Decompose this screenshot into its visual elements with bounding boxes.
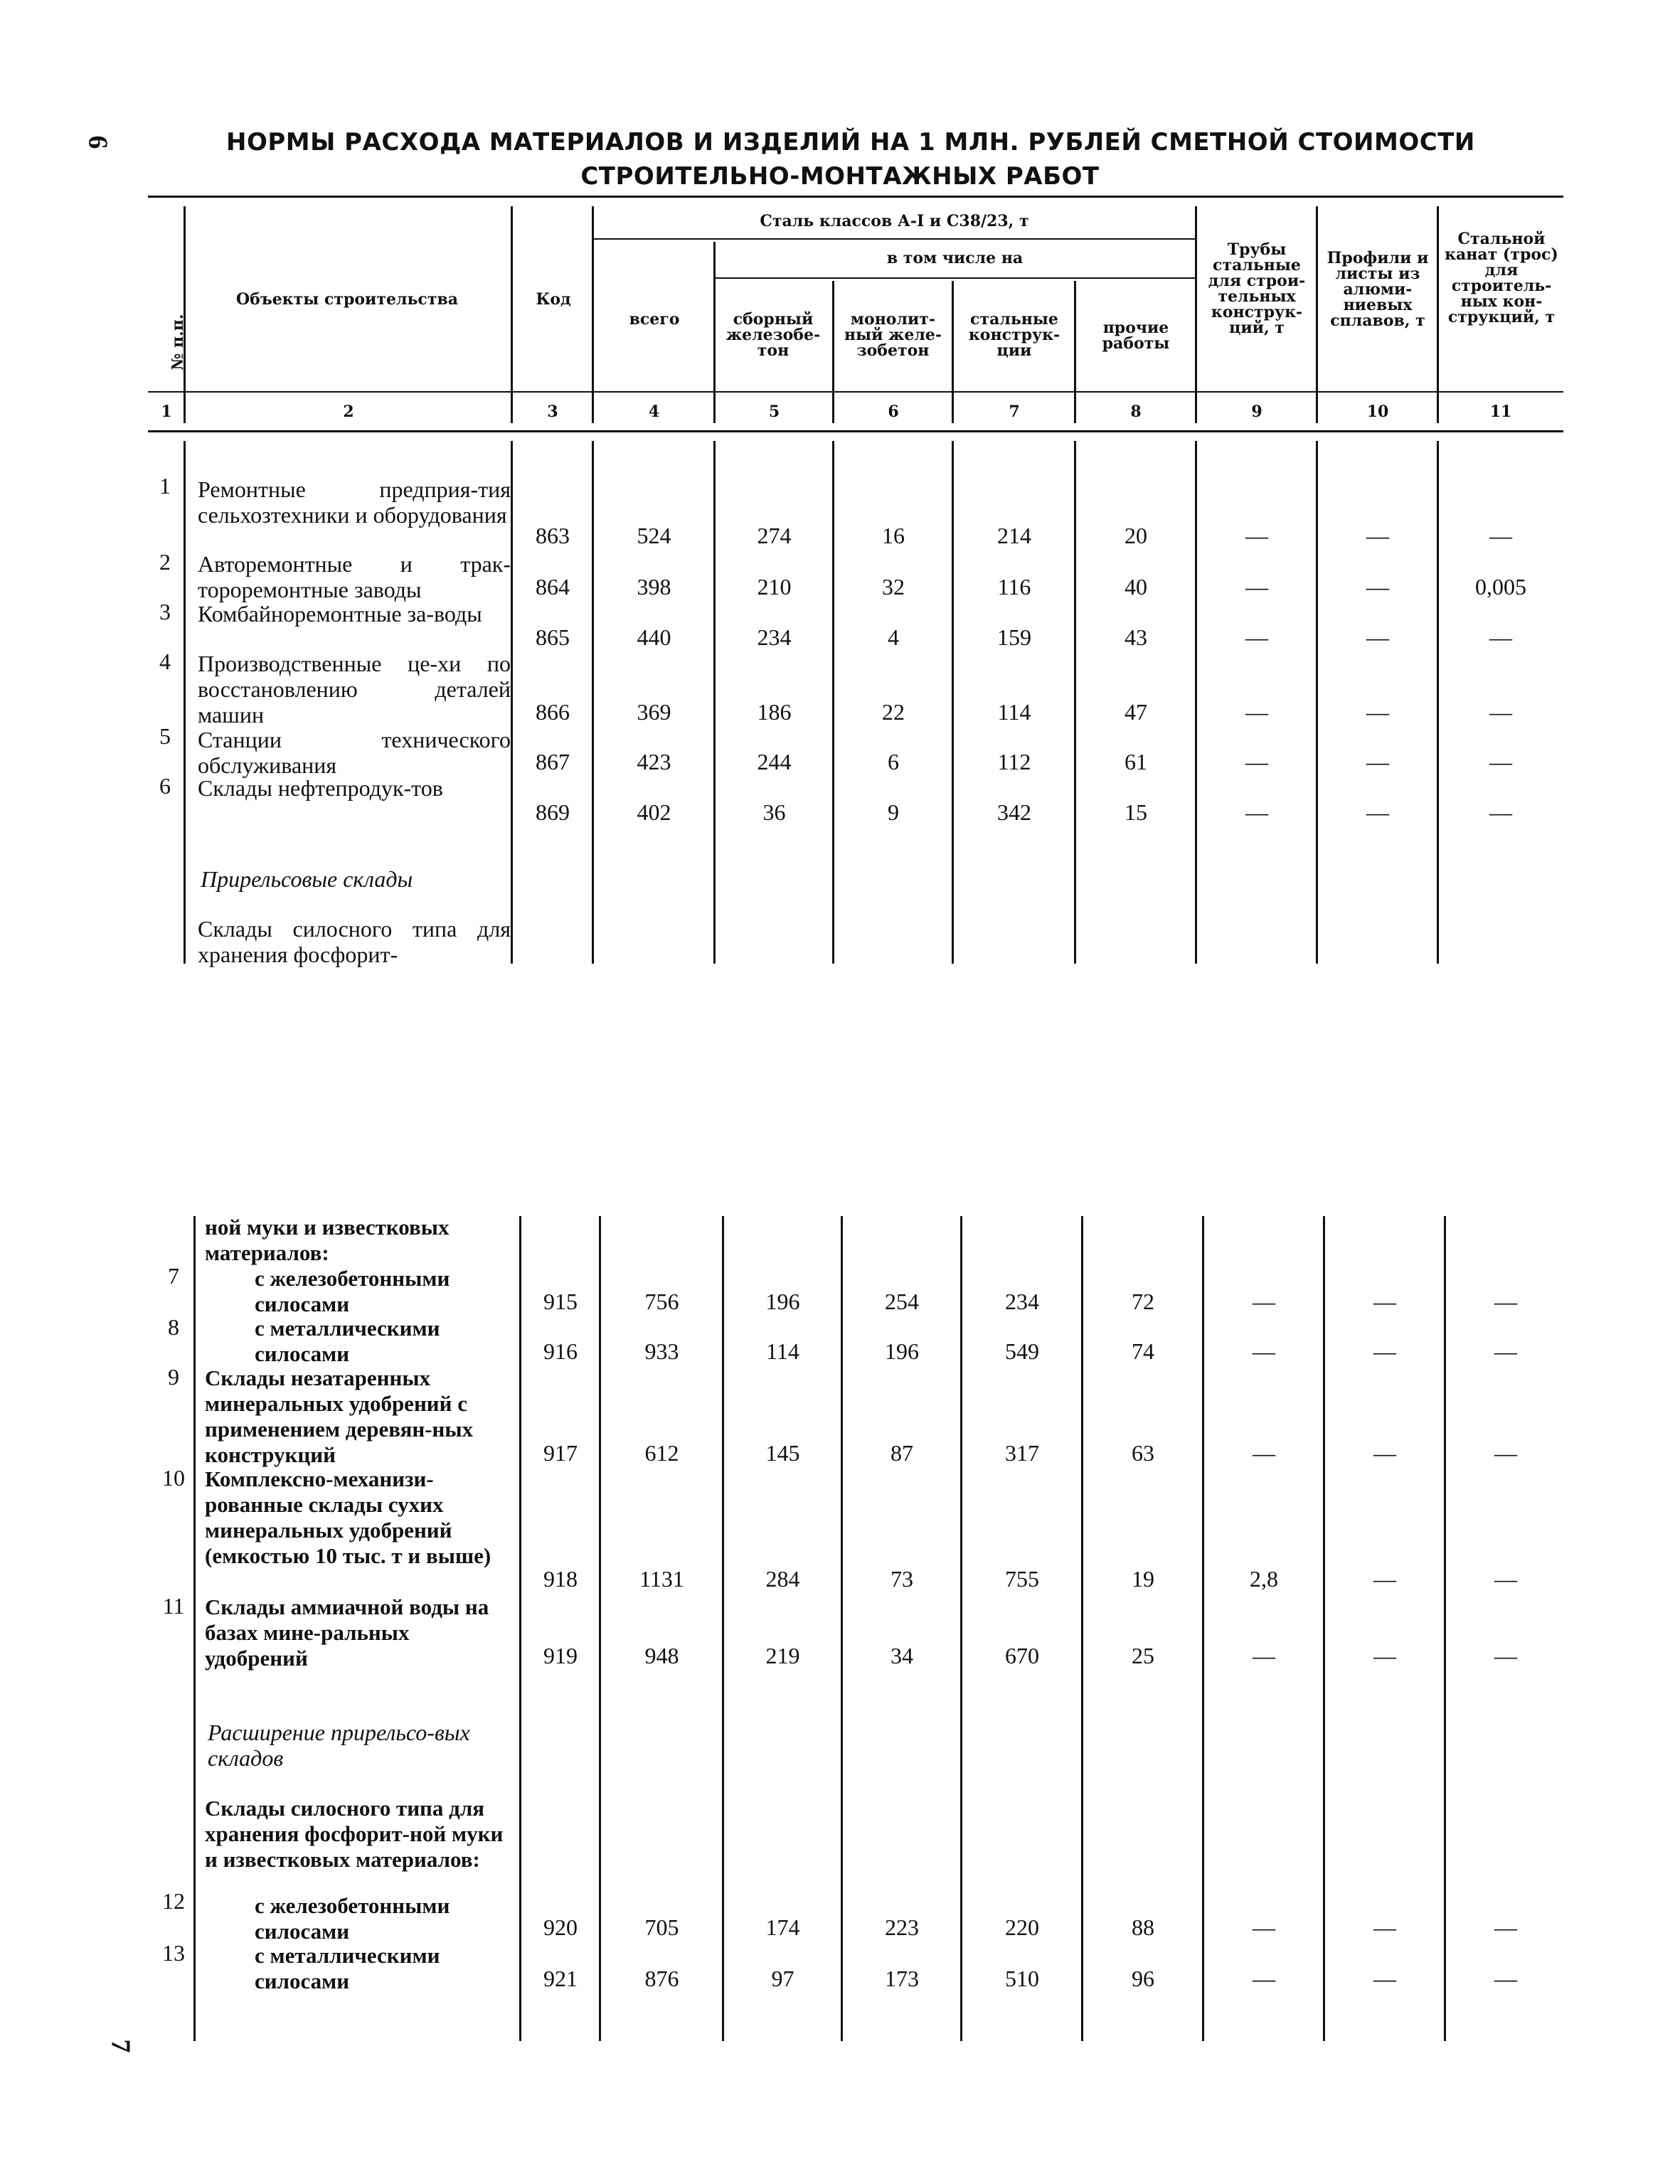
cell-total: 402 — [637, 799, 671, 825]
section-intro: Склады силосного типа для хранения фосфорит- — [198, 916, 511, 967]
row-number: 7 — [168, 1263, 179, 1289]
header-monolith: монолит-ный желе-зобетон — [844, 310, 942, 360]
header-total: всего — [629, 310, 680, 329]
cell-pipes: — — [1245, 574, 1268, 600]
cell-steel: 114 — [997, 699, 1031, 725]
page-title-line1: НОРМЫ РАСХОДА МАТЕРИАЛОВ И ИЗДЕЛИЙ НА 1 МЛН. РУБЛЕЙ СМЕТНОЙ СТОИМОСТИ — [226, 128, 1475, 156]
row-number: 9 — [168, 1364, 179, 1390]
col-number: 5 — [768, 403, 780, 421]
cell-monolith: 9 — [888, 799, 899, 825]
cell-monolith: 73 — [890, 1566, 913, 1592]
section-title: Прирельсовые склады — [201, 866, 413, 892]
row-number: 3 — [159, 599, 171, 624]
cell-code: 863 — [536, 523, 570, 548]
header-code: Код — [536, 290, 571, 309]
cell-other: 61 — [1125, 749, 1147, 774]
cell-steel: 220 — [1005, 1914, 1039, 1940]
cell-other: 63 — [1132, 1440, 1154, 1466]
cell-precast: 244 — [757, 749, 792, 774]
header-incl: в том числе на — [886, 249, 1024, 267]
header-other: прочие работы — [1102, 319, 1170, 353]
cell-other: 88 — [1132, 1914, 1154, 1940]
row-name: Склады аммиачной воды на базах мине-ральных удобрений — [205, 1594, 489, 1671]
cell-code: 915 — [543, 1289, 578, 1314]
header-rope: Стальной канат (трос) для строитель-ных кон-струкций, т — [1445, 230, 1558, 326]
header-pipes: Трубы стальные для строи-тельных конструк-ций, т — [1208, 240, 1306, 337]
cell-monolith: 34 — [890, 1643, 913, 1668]
row-name: с железобетонными силосами — [255, 1893, 450, 1944]
cell-pipes: — — [1245, 749, 1268, 774]
header-aluminium: Профили и листы из алюми-ниевых сплавов, т — [1327, 249, 1429, 330]
section-title: Расширение прирельсо-вых складов — [208, 1720, 470, 1771]
header-steel-struct: стальные конструк-ции — [968, 310, 1060, 360]
cell-alum: — — [1366, 624, 1389, 650]
cell-rope: — — [1494, 1643, 1517, 1668]
row-number: 13 — [162, 1940, 185, 1966]
cell-total: 876 — [644, 1966, 679, 1991]
row-name: Комплексно-механизи-рованные склады сухих минеральных удобрений (емкостью 10 тыс. т и выше) — [205, 1466, 491, 1568]
cell-code: 918 — [543, 1566, 578, 1592]
cell-precast: 196 — [765, 1289, 800, 1314]
cell-code: 864 — [536, 574, 570, 600]
cell-alum: — — [1373, 1566, 1396, 1592]
cell-steel: 214 — [997, 523, 1031, 548]
cell-steel: 342 — [997, 799, 1031, 825]
cell-precast: 186 — [757, 699, 792, 725]
row-name: Склады нефтепродук-тов — [198, 775, 443, 801]
cell-monolith: 223 — [885, 1914, 919, 1940]
cell-total: 423 — [637, 749, 671, 774]
cell-monolith: 173 — [885, 1966, 919, 1991]
cell-alum: — — [1366, 749, 1389, 774]
cell-pipes: — — [1253, 1440, 1275, 1466]
cell-precast: 36 — [762, 799, 786, 825]
cell-pipes: — — [1245, 523, 1268, 548]
cell-monolith: 4 — [888, 624, 899, 650]
cell-rope: — — [1489, 624, 1512, 650]
cell-alum: — — [1366, 574, 1389, 600]
cell-precast: 284 — [765, 1566, 800, 1592]
row-name: с железобетонными силосами — [255, 1266, 450, 1316]
cell-rope: — — [1494, 1966, 1517, 1991]
col-number: 1 — [161, 403, 172, 421]
cell-steel: 112 — [997, 749, 1031, 774]
cell-pipes: — — [1253, 1289, 1275, 1314]
cell-code: 921 — [543, 1966, 578, 1991]
cell-total: 705 — [644, 1914, 679, 1940]
cell-steel: 670 — [1005, 1643, 1039, 1668]
cell-precast: 210 — [757, 574, 792, 600]
cell-steel: 317 — [1005, 1440, 1039, 1466]
cell-monolith: 32 — [882, 574, 905, 600]
cell-pipes: — — [1245, 699, 1268, 725]
cell-pipes: — — [1253, 1338, 1275, 1364]
cell-alum: — — [1373, 1440, 1396, 1466]
cell-code: 920 — [543, 1914, 578, 1940]
cell-other: 25 — [1132, 1643, 1154, 1668]
cell-monolith: 87 — [890, 1440, 913, 1466]
cell-alum: — — [1366, 699, 1389, 725]
row-name: Ремонтные предприя-тия сельхозтехники и оборудования — [198, 476, 511, 528]
page-title-line2: СТРОИТЕЛЬНО-МОНТАЖНЫХ РАБОТ — [580, 162, 1100, 191]
cell-precast: 174 — [765, 1914, 800, 1940]
row-number: 2 — [159, 549, 171, 575]
header-steel-group: Сталь классов А-I и С38/23, т — [760, 212, 1029, 230]
col-number: 7 — [1009, 403, 1020, 421]
cell-total: 756 — [644, 1289, 679, 1314]
cell-precast: 114 — [766, 1338, 799, 1364]
cell-precast: 219 — [765, 1643, 800, 1668]
section-intro: Склады силосного типа для хранения фосфорит-ной муки и известковых материалов: — [205, 1796, 504, 1872]
cell-pipes: — — [1253, 1914, 1275, 1940]
row-name: Производственные це-хи по восстановлению деталей машин — [198, 651, 511, 728]
row-number: 4 — [159, 649, 171, 674]
cell-pipes: — — [1245, 624, 1268, 650]
row-number: 1 — [159, 473, 171, 499]
cell-rope: — — [1489, 749, 1512, 774]
cell-rope: — — [1494, 1338, 1517, 1364]
cell-steel: 510 — [1005, 1966, 1039, 1991]
cell-rope: — — [1489, 799, 1512, 825]
cell-other: 40 — [1125, 574, 1147, 600]
header-precast: сборный железобе-тон — [725, 310, 821, 360]
cell-alum: — — [1373, 1966, 1396, 1991]
cell-code: 919 — [543, 1643, 578, 1668]
row-number: 5 — [159, 723, 171, 749]
cell-pipes: — — [1245, 799, 1268, 825]
cell-rope: — — [1489, 699, 1512, 725]
row-name: Станции технического обслуживания — [198, 727, 511, 778]
cell-total: 1131 — [639, 1566, 684, 1592]
cell-steel: 549 — [1005, 1338, 1039, 1364]
cell-precast: 234 — [757, 624, 792, 650]
row-name: с металлическими силосами — [255, 1316, 440, 1366]
section-intro-continued: ной муки и известковых материалов: — [205, 1215, 450, 1265]
cell-rope: — — [1489, 523, 1512, 548]
cell-steel: 234 — [1005, 1289, 1039, 1314]
row-number: 11 — [162, 1593, 185, 1619]
cell-rope: — — [1494, 1566, 1517, 1592]
page-number-top: 6 — [83, 135, 113, 149]
col-number: 2 — [343, 403, 354, 421]
cell-alum: — — [1373, 1289, 1396, 1314]
cell-other: 74 — [1132, 1338, 1154, 1364]
row-number: 6 — [159, 773, 171, 799]
cell-steel: 116 — [997, 574, 1031, 600]
cell-alum: — — [1366, 799, 1389, 825]
cell-total: 948 — [644, 1643, 679, 1668]
cell-monolith: 22 — [882, 699, 905, 725]
cell-other: 43 — [1125, 624, 1147, 650]
cell-alum: — — [1373, 1643, 1396, 1668]
col-number: 11 — [1489, 403, 1512, 421]
cell-rope: — — [1494, 1440, 1517, 1466]
cell-alum: — — [1373, 1914, 1396, 1940]
cell-other: 72 — [1132, 1289, 1154, 1314]
col-number: 10 — [1366, 403, 1389, 421]
cell-monolith: 196 — [885, 1338, 919, 1364]
row-number: 10 — [162, 1465, 185, 1491]
cell-total: 440 — [637, 624, 671, 650]
cell-monolith: 254 — [885, 1289, 919, 1314]
cell-total: 933 — [644, 1338, 679, 1364]
cell-precast: 145 — [765, 1440, 800, 1466]
row-number: 8 — [168, 1314, 179, 1340]
cell-total: 398 — [637, 574, 671, 600]
header-num: № п.п. — [169, 314, 187, 371]
col-number: 6 — [888, 403, 899, 421]
cell-total: 612 — [644, 1440, 679, 1466]
row-name: Комбайноремонтные за-воды — [198, 601, 482, 627]
cell-alum: — — [1373, 1338, 1396, 1364]
cell-pipes: — — [1253, 1966, 1275, 1991]
row-number: 12 — [162, 1888, 185, 1914]
row-name: Склады незатаренных минеральных удобрений с применением деревян-ных конструкций — [205, 1365, 474, 1467]
cell-monolith: 16 — [882, 523, 905, 548]
cell-other: 15 — [1125, 799, 1147, 825]
cell-other: 96 — [1132, 1966, 1154, 1991]
header-objects: Объекты строительства — [236, 290, 458, 309]
cell-other: 20 — [1125, 523, 1147, 548]
cell-code: 916 — [543, 1338, 578, 1364]
cell-code: 869 — [536, 799, 570, 825]
cell-code: 867 — [536, 749, 570, 774]
cell-other: 47 — [1125, 699, 1147, 725]
col-number: 9 — [1251, 403, 1262, 421]
row-name: Авторемонтные и трак-торoремонтные заводы — [198, 551, 511, 602]
cell-steel: 755 — [1005, 1566, 1039, 1592]
cell-total: 369 — [637, 699, 671, 725]
cell-monolith: 6 — [888, 749, 899, 774]
cell-total: 524 — [637, 523, 671, 548]
cell-code: 866 — [536, 699, 570, 725]
col-number: 3 — [547, 403, 558, 421]
row-name: с металлическими силосами — [255, 1943, 440, 1993]
cell-steel: 159 — [997, 624, 1031, 650]
cell-other: 19 — [1132, 1566, 1154, 1592]
cell-pipes: — — [1253, 1643, 1275, 1668]
col-number: 4 — [648, 403, 660, 421]
cell-rope: — — [1494, 1914, 1517, 1940]
cell-precast: 274 — [757, 523, 792, 548]
cell-precast: 97 — [771, 1966, 794, 1991]
cell-rope: 0,005 — [1475, 574, 1526, 600]
cell-rope: — — [1494, 1289, 1517, 1314]
page-number-bottom: 7 — [105, 2039, 136, 2053]
cell-code: 917 — [543, 1440, 578, 1466]
cell-pipes: 2,8 — [1250, 1566, 1278, 1592]
cell-code: 865 — [536, 624, 570, 650]
cell-alum: — — [1366, 523, 1389, 548]
col-number: 8 — [1130, 403, 1142, 421]
